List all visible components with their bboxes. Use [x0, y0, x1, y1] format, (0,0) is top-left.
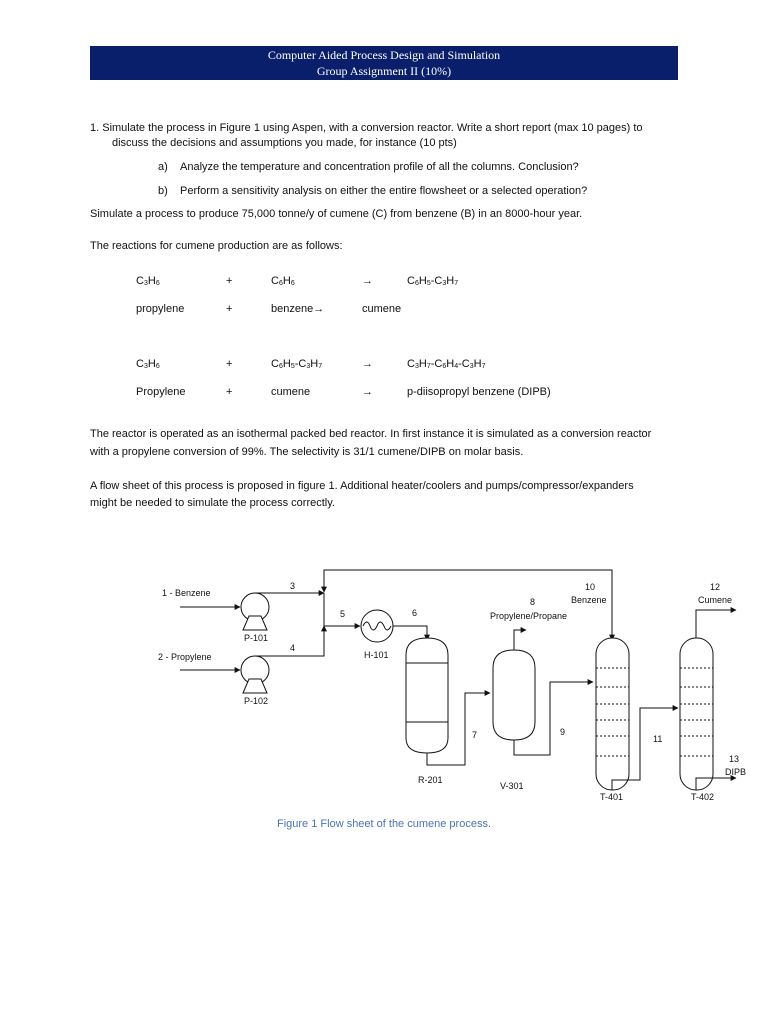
r1-reactant-propylene-formula: $C_3H_6$	[136, 275, 160, 287]
reactions-heading: The reactions for cumene production are as follows:	[90, 240, 343, 252]
stream-9-label: 9	[560, 727, 566, 737]
r1-plus: +	[226, 275, 233, 287]
stream-10-name: Benzene	[571, 595, 607, 605]
pump-p101	[241, 593, 272, 630]
intro-paragraph: Simulate a process to produce 75,000 tonne/y of cumene (C) from benzene (B) in an 8000-hour year.	[90, 208, 583, 220]
r2-name-cumene: cumene	[271, 386, 311, 398]
column-t402	[680, 638, 713, 790]
stream-4-line	[272, 626, 324, 656]
question-1a	[158, 160, 579, 175]
stream-10-label: 10	[585, 582, 596, 592]
stream-8-line	[514, 630, 526, 650]
r1-arrow: →	[362, 275, 373, 287]
question-1-line-2: discuss the decisions and assumptions you made, for instance (10 pts)	[112, 137, 457, 149]
question-1b	[158, 184, 587, 199]
reactor-paragraph-line-1: The reactor is operated as an isothermal packed bed reactor. In first instance it is simulated as a conversion reactor	[90, 428, 652, 440]
vessel-v301	[493, 650, 535, 740]
stream-13-name: DIPB	[725, 767, 747, 777]
r1-name-propylene: propylene	[136, 303, 185, 315]
process-flow-diagram	[150, 560, 750, 810]
stream-12-name: Cumene	[698, 595, 733, 605]
stream-8-label: 8	[530, 597, 536, 607]
r2-plus: +	[226, 358, 233, 370]
flowsheet-paragraph-line-2: might be needed to simulate the process correctly.	[90, 497, 335, 509]
stream-12-label: 12	[710, 582, 721, 592]
assignment-title: Group Assignment II (10%)	[316, 64, 452, 78]
pump-p101-label: P-101	[244, 633, 269, 643]
figure-caption: Figure 1 Flow sheet of the cumene process.	[277, 818, 491, 830]
stream-7-label: 7	[472, 730, 478, 740]
r2-arrow: →	[362, 358, 373, 370]
feed-benzene-label: 1 - Benzene	[162, 588, 211, 598]
r2-name-dipb: p-diisopropyl benzene (DIPB)	[407, 386, 551, 398]
question-1a-text: Analyze the temperature and concentration profile of all the columns. Conclusion?	[180, 161, 579, 173]
flowsheet-paragraph-line-1: A flow sheet of this process is proposed in figure 1. Additional heater/coolers and pumps/compressor/expanders	[90, 480, 634, 492]
stream-6-label: 6	[412, 608, 418, 618]
r1-name-cumene: cumene	[362, 303, 402, 315]
reactor-paragraph-line-2: with a propylene conversion of 99%. The selectivity is 31/1 cumene/DIPB on molar basis.	[90, 446, 524, 458]
r2-product-dipb-formula: $C_3H_7-C_6H_4-C_3H_7$	[407, 358, 486, 370]
r1-product-cumene-formula: $C_6H_5-C_3H_7$	[407, 275, 459, 287]
title-banner	[90, 46, 678, 80]
reactor-r201	[406, 638, 448, 753]
stream-3-label: 3	[290, 581, 296, 591]
stream-5-label: 5	[340, 609, 346, 619]
stream-12-line	[696, 610, 736, 638]
question-1b-text: Perform a sensitivity analysis on either the entire flowsheet or a selected operation?	[180, 185, 588, 197]
r1-name-plus: +	[226, 303, 233, 315]
stream-4-label: 4	[290, 643, 296, 653]
column-t401	[596, 638, 629, 790]
vessel-v301-label: V-301	[500, 781, 524, 791]
r2-name-arrow: →	[362, 386, 373, 398]
r2-reactant-propylene-formula: $C_3H_6$	[136, 358, 160, 370]
stream-13-label: 13	[729, 754, 740, 764]
course-title: Computer Aided Process Design and Simulation	[267, 48, 501, 62]
column-t402-label: T-402	[691, 792, 715, 802]
question-1a-label: a)	[158, 161, 168, 173]
question-1-line-1: 1. Simulate the process in Figure 1 using Aspen, with a conversion reactor. Write a short report (max 10 pages) to	[90, 122, 643, 134]
question-1b-label: b)	[158, 185, 168, 197]
feed-propylene-label: 2 - Propylene	[158, 652, 212, 662]
pump-p102	[241, 656, 272, 693]
r2-name-plus: +	[226, 386, 233, 398]
column-t401-label: T-401	[600, 792, 624, 802]
r1-reactant-benzene-formula: $C_6H_6$	[271, 275, 295, 287]
r1-name-benzene: benzene→	[271, 303, 325, 315]
heater-h101-label: H-101	[364, 650, 389, 660]
stream-8-name: Propylene/Propane	[490, 611, 568, 621]
stream-11-label: 11	[653, 734, 663, 744]
pump-p102-label: P-102	[244, 696, 269, 706]
r2-name-propylene: Propylene	[136, 386, 186, 398]
heater-h101	[361, 610, 393, 642]
reactor-r201-label: R-201	[418, 775, 443, 785]
r2-reactant-cumene-formula: $C_6H_5-C_3H_7$	[271, 358, 323, 370]
